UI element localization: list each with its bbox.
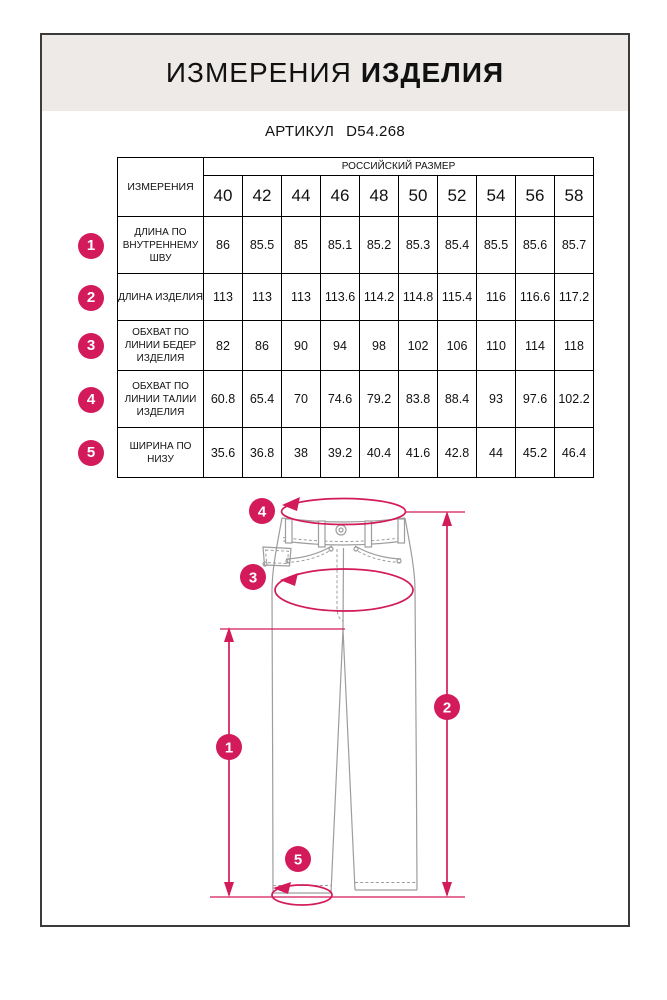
measurement-value: 79.2	[360, 371, 399, 428]
article-value: D54.268	[346, 123, 405, 140]
measurement-value: 85.1	[321, 217, 360, 274]
size-header-cell: 52	[438, 176, 477, 217]
measurement-label: ОБХВАТ ПО ЛИНИИ БЕДЕР ИЗДЕЛИЯ	[118, 321, 204, 371]
left-inseam	[331, 629, 343, 893]
center-front-seam	[343, 548, 344, 629]
measurement-value: 85.5	[243, 217, 282, 274]
jeans-drawing	[263, 518, 417, 893]
waist-arrow-icon	[282, 497, 300, 511]
measurement-annotations	[210, 497, 465, 905]
marker-badge-2	[434, 694, 460, 720]
spec-sheet	[40, 33, 630, 927]
measurement-value: 35.6	[204, 428, 243, 478]
measurement-value: 113.6	[321, 274, 360, 321]
measurements-column-header: ИЗМЕРЕНИЯ	[118, 158, 204, 217]
header-band	[42, 35, 628, 111]
measurement-value: 40.4	[360, 428, 399, 478]
measurement-value: 38	[282, 428, 321, 478]
measurement-value: 93	[477, 371, 516, 428]
row-number-badge: 3	[78, 333, 104, 359]
measurement-value: 45.2	[516, 428, 555, 478]
size-header-cell: 40	[204, 176, 243, 217]
article-label: АРТИКУЛ	[265, 123, 335, 140]
measurement-value: 65.4	[243, 371, 282, 428]
measurement-value: 85.3	[399, 217, 438, 274]
measurement-value: 86	[204, 217, 243, 274]
button-icon	[336, 525, 346, 535]
article-line	[42, 123, 628, 140]
measurement-value: 44	[477, 428, 516, 478]
size-header-cell: 42	[243, 176, 282, 217]
size-header-cell: 50	[399, 176, 438, 217]
row-number-badge: 5	[78, 440, 104, 466]
left-pocket-opening	[286, 546, 332, 559]
marker-badge-label: 4	[257, 503, 267, 521]
measurement-value: 41.6	[399, 428, 438, 478]
measurement-value: 113	[204, 274, 243, 321]
right-inseam	[343, 629, 355, 890]
measurement-value: 85.2	[360, 217, 399, 274]
row-number-badge: 2	[78, 285, 104, 311]
table-row	[118, 217, 594, 274]
belt-loop	[365, 521, 372, 547]
waistband-bottom	[284, 541, 404, 545]
page-title	[166, 57, 504, 89]
marker-badge-label: 2	[442, 699, 452, 717]
marker-badge-label: 1	[224, 739, 234, 757]
waistband-stitch	[283, 538, 404, 542]
russian-size-header: РОССИЙСКИЙ РАЗМЕР	[204, 158, 594, 176]
size-group-row	[118, 158, 594, 176]
measurement-value: 82	[204, 321, 243, 371]
measurement-table	[117, 157, 594, 478]
belt-loop	[319, 521, 326, 547]
size-header-cell: 44	[282, 176, 321, 217]
belt-loop	[286, 519, 293, 543]
rivet-icon	[354, 547, 358, 551]
measurement-value: 116	[477, 274, 516, 321]
measurement-value: 114.2	[360, 274, 399, 321]
measurement-label: ОБХВАТ ПО ЛИНИИ ТАЛИИ ИЗДЕЛИЯ	[118, 371, 204, 428]
page-title-regular: ИЗМЕРЕНИЯ	[165, 57, 352, 88]
measurement-value: 113	[282, 274, 321, 321]
row-number-badge: 4	[78, 387, 104, 413]
measurement-label: ШИРИНА ПО НИЗУ	[118, 428, 204, 478]
measurement-value: 98	[360, 321, 399, 371]
measurement-value: 39.2	[321, 428, 360, 478]
size-header-cell: 58	[555, 176, 594, 217]
measurement-value: 113	[243, 274, 282, 321]
marker-badge-label: 5	[293, 851, 303, 869]
measurement-value: 85.5	[477, 217, 516, 274]
marker-badge-4	[249, 498, 275, 524]
measurement-value: 118	[555, 321, 594, 371]
right-pocket-opening	[355, 546, 401, 559]
marker-badge-3	[240, 564, 266, 590]
measurement-value: 106	[438, 321, 477, 371]
table-row	[118, 371, 594, 428]
measurement-value: 70	[282, 371, 321, 428]
length-arrow-up-icon	[442, 511, 452, 526]
measurement-value: 115.4	[438, 274, 477, 321]
table-row	[118, 274, 594, 321]
rivet-icon	[329, 547, 333, 551]
left-side-seam	[272, 518, 282, 893]
belt-loop	[398, 519, 405, 543]
waist-measure-ellipse	[282, 499, 406, 525]
rivet-icon	[397, 559, 401, 563]
marker-badge-5	[285, 846, 311, 872]
measurement-value: 86	[243, 321, 282, 371]
measurement-value: 85	[282, 217, 321, 274]
measurement-value: 88.4	[438, 371, 477, 428]
measurement-label: ДЛИНА ПО ВНУТРЕННЕМУ ШВУ	[118, 217, 204, 274]
marker-badge-1	[216, 734, 242, 760]
hip-arrow-icon	[280, 573, 298, 586]
button-icon-center	[339, 528, 343, 532]
measurement-value: 60.8	[204, 371, 243, 428]
measurement-value: 42.8	[438, 428, 477, 478]
measurement-value: 110	[477, 321, 516, 371]
row-number-badge: 1	[78, 233, 104, 259]
table-row	[118, 321, 594, 371]
measurement-value: 102.2	[555, 371, 594, 428]
size-header-cell: 46	[321, 176, 360, 217]
hem-arrow-icon	[273, 882, 291, 894]
measurement-value: 46.4	[555, 428, 594, 478]
measurement-value: 85.6	[516, 217, 555, 274]
measurement-value: 117.2	[555, 274, 594, 321]
measurement-value: 94	[321, 321, 360, 371]
coin-pocket-stitch	[266, 550, 289, 564]
size-header-cell: 56	[516, 176, 555, 217]
measurement-value: 97.6	[516, 371, 555, 428]
length-arrow-down-icon	[442, 882, 452, 897]
inseam-arrow-down-icon	[224, 882, 234, 897]
measurement-value: 74.6	[321, 371, 360, 428]
jeans-measurement-diagram	[195, 495, 475, 920]
measurement-value: 114	[516, 321, 555, 371]
measurement-label: ДЛИНА ИЗДЕЛИЯ	[118, 274, 204, 321]
measurement-value: 85.4	[438, 217, 477, 274]
measurement-value: 102	[399, 321, 438, 371]
measurement-value: 90	[282, 321, 321, 371]
measurement-value: 85.7	[555, 217, 594, 274]
table-row	[118, 428, 594, 478]
page-title-bold: ИЗДЕЛИЯ	[360, 57, 505, 88]
measurement-value: 36.8	[243, 428, 282, 478]
measurement-value: 114.8	[399, 274, 438, 321]
measurement-value: 83.8	[399, 371, 438, 428]
size-header-cell: 54	[477, 176, 516, 217]
right-side-seam	[405, 518, 417, 890]
measurement-value: 116.6	[516, 274, 555, 321]
size-header-cell: 48	[360, 176, 399, 217]
marker-badge-label: 3	[248, 569, 258, 587]
